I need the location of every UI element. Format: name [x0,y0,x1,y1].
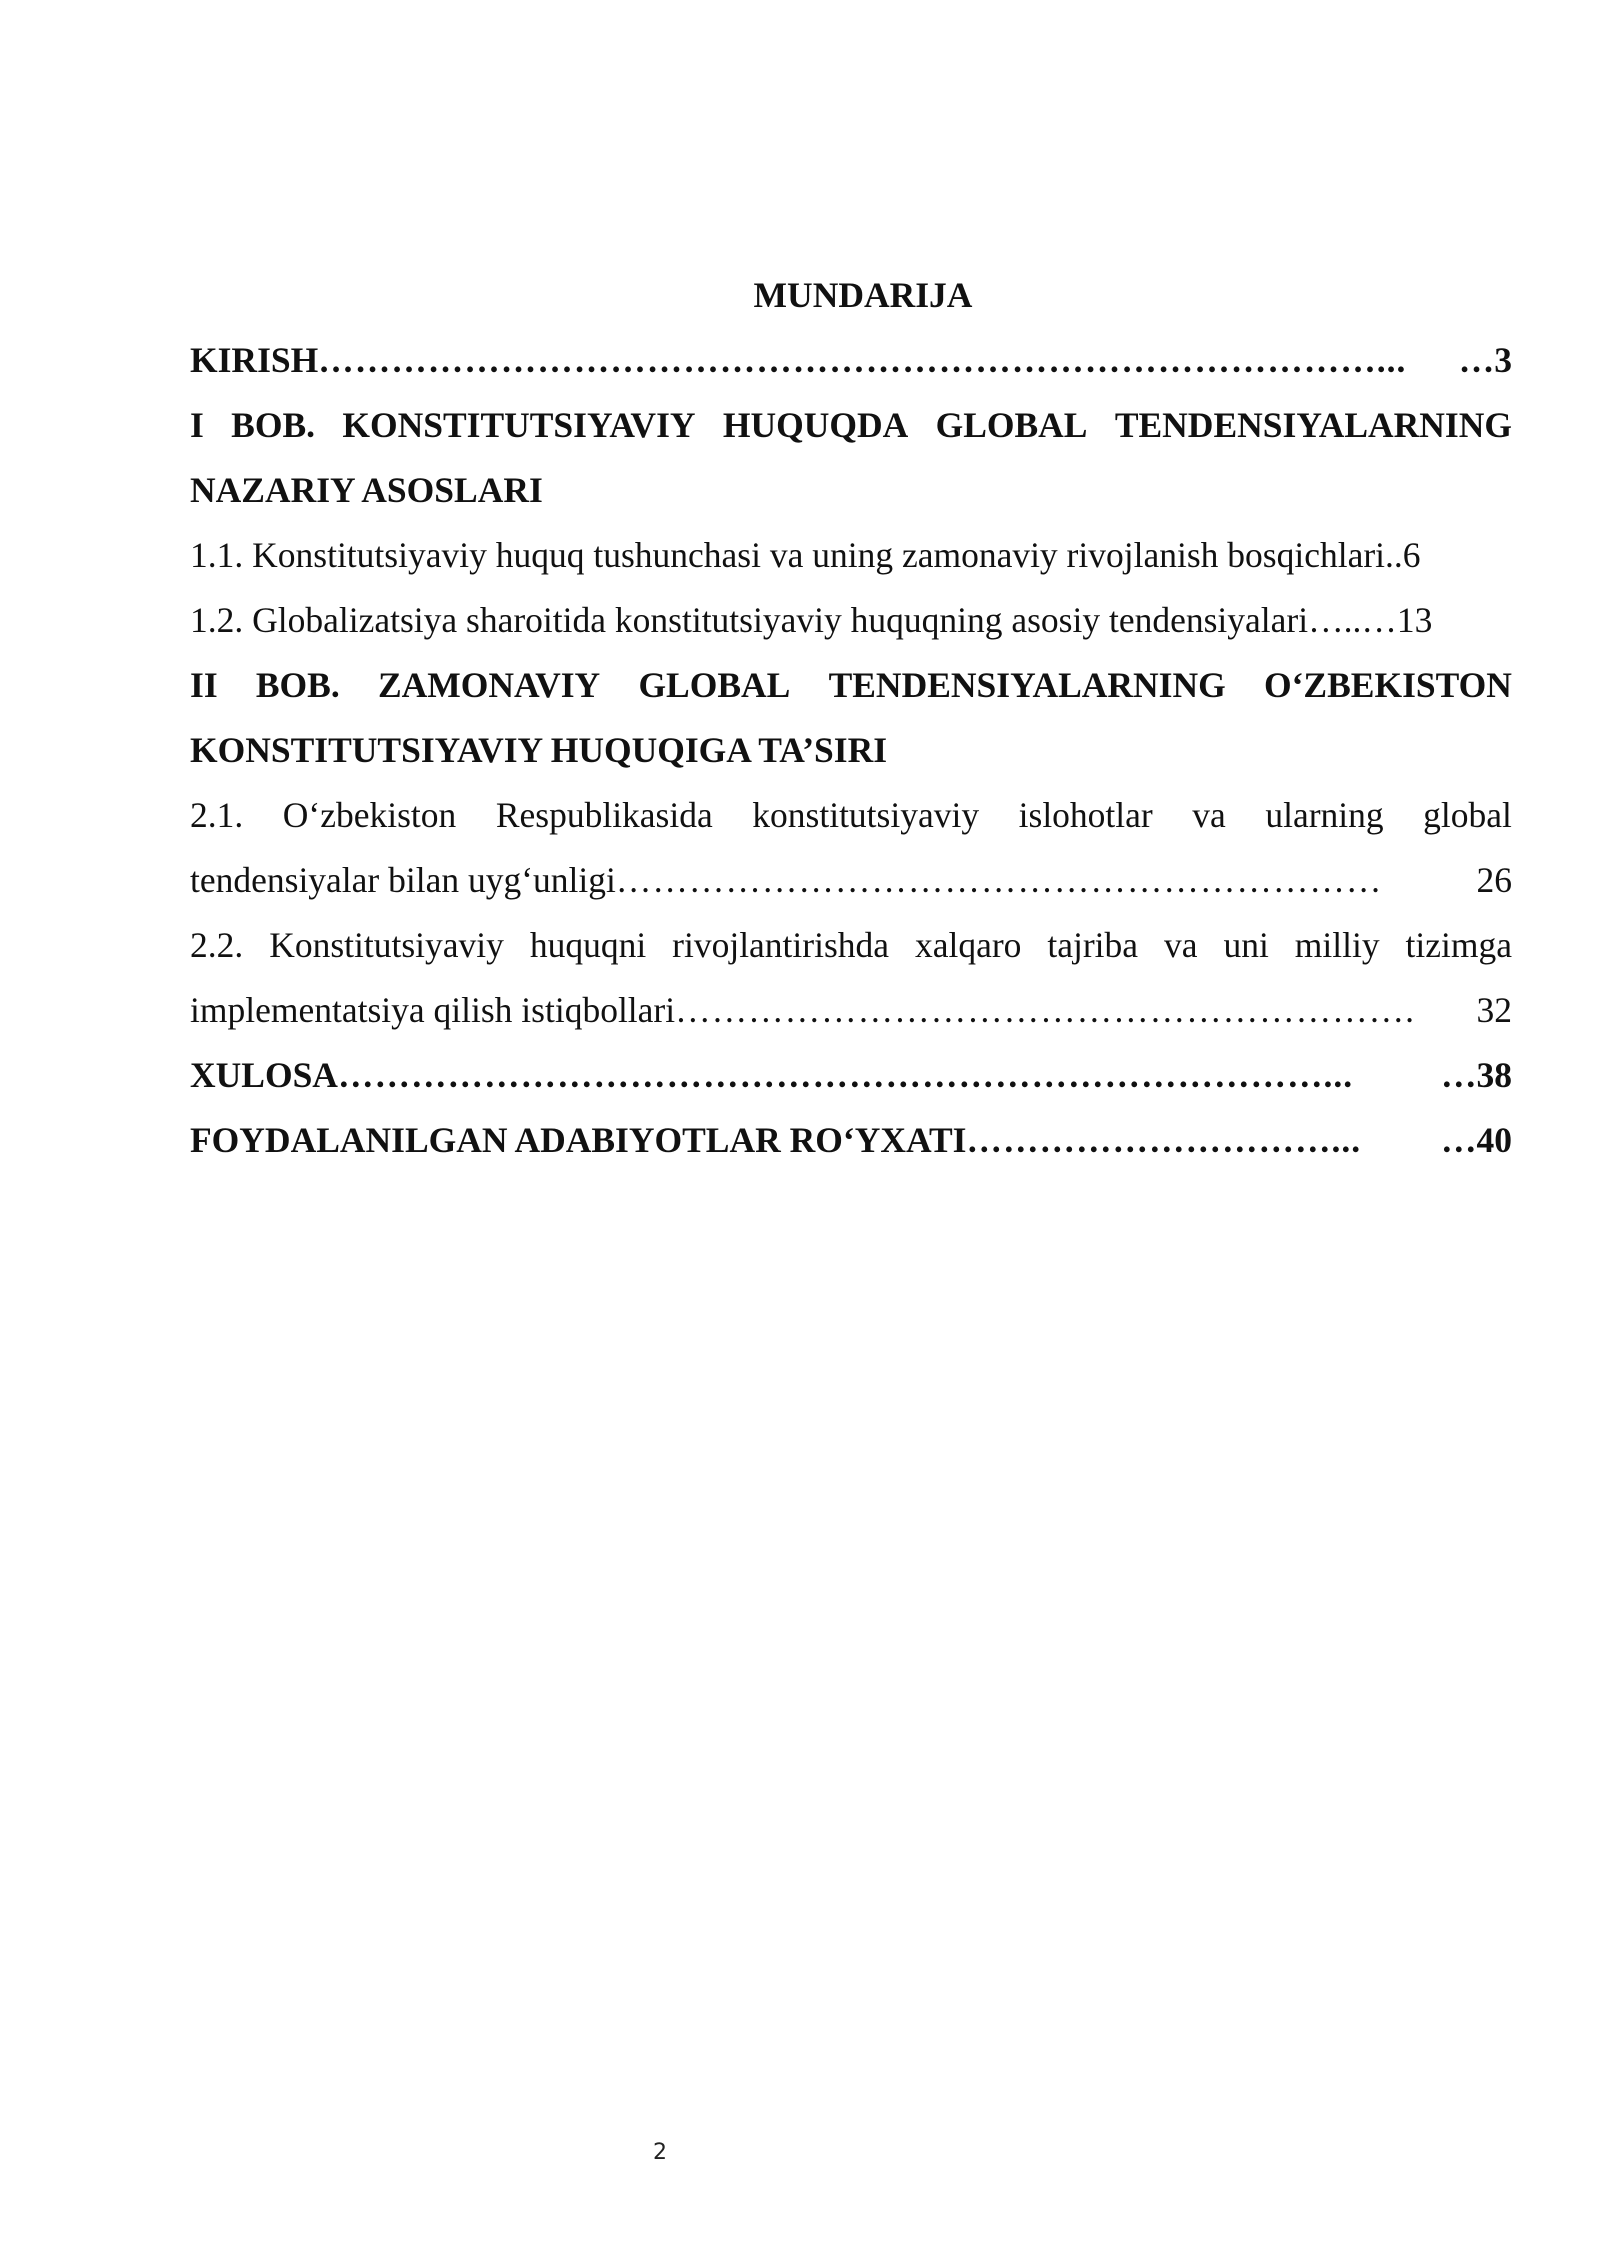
toc-word: TENDENSIYALARNING [1114,405,1512,445]
toc-section-2-1-line-1 [190,783,1512,848]
toc-word: HUQUQDA [722,405,909,445]
toc-section-1-2: 1.2. Globalizatsiya sharoitida konstitutsiyaviy huquqning asosiy tendensiyalari…..…13 [190,600,1433,640]
toc-word: islohotlar [1018,795,1153,835]
page-number: 2 [653,2140,667,2165]
toc-word: konstitutsiyaviy [752,795,980,835]
toc-word: milliy [1294,925,1380,965]
toc-chapter-2-line-1 [190,653,1512,718]
toc-leader-dots: ……………………………………………………………………………... [318,340,1407,380]
toc-leader-dots: ……………………………………………………. [675,990,1415,1030]
toc-word: BOB. [231,405,316,445]
toc-page-number: …40 [1441,1120,1512,1160]
toc-chapter-1-line-2: NAZARIY ASOSLARI [190,470,543,510]
toc-page-number: …3 [1458,340,1512,380]
toc-title: MUNDARIJA [753,275,973,315]
toc-word: ularning [1265,795,1384,835]
toc-word: huquqni [529,925,647,965]
toc-word: rivojlantirishda [672,925,890,965]
toc-word: va [1192,795,1226,835]
toc-leader-dots: ………………………………………………………………………... [337,1055,1354,1095]
toc-entry-label: implementatsiya qilish istiqbollari [190,990,676,1030]
toc-word: va [1164,925,1198,965]
toc-leader-dots: ……………………………………………………… [615,860,1383,900]
toc-chapter-1-line-1 [190,393,1512,458]
toc-word: Konstitutsiyaviy [269,925,504,965]
toc-word: ZAMONAVIY [377,665,601,705]
toc-section-2-2-line-1 [190,913,1512,978]
toc-word: tizimga [1405,925,1512,965]
toc-chapter-2-line-2: KONSTITUTSIYAVIY HUQUQIGA TA’SIRI [190,730,888,770]
toc-word: tajriba [1047,925,1139,965]
toc-word: O‘zbekiston [282,795,457,835]
toc-word: KONSTITUTSIYAVIY [342,405,696,445]
toc-word: O‘ZBEKISTON [1264,665,1512,705]
toc-page-number: 32 [1476,990,1512,1030]
toc-entry-label: KIRISH [190,340,319,380]
toc-word: global [1423,795,1512,835]
toc-section-2-1-line-2 [190,848,1512,913]
toc-word: BOB. [255,665,340,705]
toc-section-2-2-line-2 [190,978,1512,1043]
toc-entry-references [190,1108,1512,1173]
toc-entry-label: XULOSA [190,1055,338,1095]
toc-entry-label: tendensiyalar bilan uyg‘unligi [190,860,616,900]
toc-leader-dots: …………………………... [966,1120,1362,1160]
toc-word: II [190,665,218,705]
toc-word: GLOBAL [935,405,1088,445]
toc-word: 2.1. [190,795,244,835]
toc-entry-label: FOYDALANILGAN ADABIYOTLAR RO‘YXATI [190,1120,967,1160]
toc-word: I [190,405,204,445]
toc-word: xalqaro [914,925,1022,965]
toc-word: uni [1223,925,1269,965]
toc-page-number: …38 [1441,1055,1512,1095]
toc-word: TENDENSIYALARNING [828,665,1226,705]
toc-entry-kirish [190,328,1512,393]
toc-word: GLOBAL [638,665,791,705]
toc-word: 2.2. [190,925,244,965]
toc-word: Respublikasida [495,795,713,835]
toc-entry-xulosa [190,1043,1512,1108]
toc-section-1-1: 1.1. Konstitutsiyaviy huquq tushunchasi va uning zamonaviy rivojlanish bosqichlari..6 [190,535,1421,575]
table-of-contents [190,262,1512,1173]
toc-page-number: 26 [1476,860,1512,900]
